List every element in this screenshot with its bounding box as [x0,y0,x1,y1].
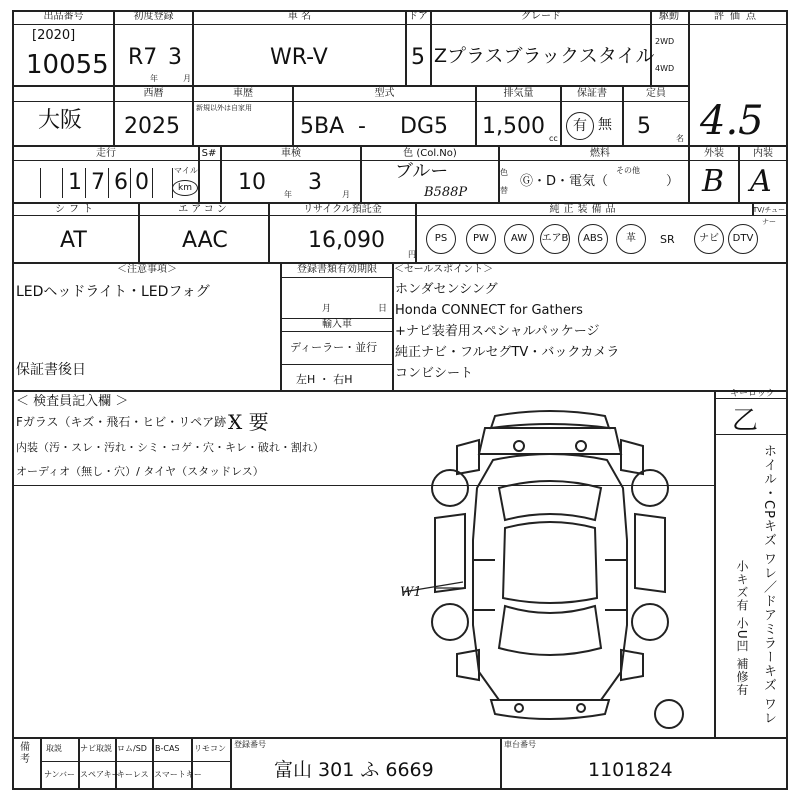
shaken-year: 10 [238,170,266,195]
bottom-label-spare-key: スペアキー [80,770,120,779]
drive-header: 駆動 [659,11,679,22]
sales-point-3: +ナビ装着用スペシャルパッケージ [395,324,600,339]
equip-abs: ABS [578,224,608,254]
equip-pw: PW [466,224,496,254]
sales-points-header: ＜セールスポイント＞ [394,264,494,275]
color-code: B588P [424,185,468,200]
chassis-number-header: 車台番号 [504,740,536,749]
color: ブルー [395,161,449,182]
s-number-header: S# [201,148,217,159]
lot-number: 10055 [26,50,109,80]
bottom-label-bcas: B-CAS [155,744,180,753]
inspector-header: ＜ 検査員記入欄 ＞ [16,394,129,409]
interior-grade: A [750,164,772,199]
shift-header: シフト [55,204,97,215]
diagram-note: W1 [400,585,422,600]
grade: Zプラスブラックスタイル [434,45,655,67]
bottom-label-rom-sd: ロム/SD [117,744,147,753]
fuel-text: Ⓖ・D・電気（ [520,174,609,189]
reg-day: 日 [378,304,388,314]
equip-sr: SR [660,233,675,246]
damage-legend-1: ホイル・CPキズ ワレ／ドアミラーキズ ワレ [761,444,776,726]
yen-unit: 円 [408,250,416,259]
car-damage-diagram [395,410,705,730]
equip-aw: AW [504,224,534,254]
first-reg-header: 初度登録 [133,11,174,22]
fuel-other: その他 [616,166,640,175]
shaken-month-suffix: 月 [342,190,350,199]
inspector-line-3: オーディオ（無し・穴）/ タイヤ（スタッドレス） [16,465,264,478]
displacement: 1,500 [482,114,545,139]
shaken-year-suffix: 年 [284,190,292,199]
month-suffix: 月 [183,74,191,83]
year-bracket: [2020] [32,28,76,43]
exterior-header: 外装 [704,148,724,159]
lot-number-header: 出品番号 [43,11,84,22]
key-lock-header: キーロック [730,389,775,399]
model-dash: - [358,114,366,139]
dealer-line: ディーラー・並行 [290,341,378,354]
cc-unit: cc [549,134,558,143]
aircon: AAC [182,228,228,253]
doors-header: ドア [408,11,428,22]
model-code: DG5 [400,114,448,139]
displacement-header: 排気量 [503,88,534,99]
bottom-label-navi-manual: ナビ取説 [80,744,112,753]
first-reg-month: 3 [168,45,182,70]
recycle-header: リサイクル預託金 [303,204,382,215]
recycle: 16,090 [308,228,385,253]
inspector-line-2: 内装（汚・スレ・汚れ・シミ・コゲ・穴・キレ・破れ・割れ） [16,441,324,454]
registration-doc-header: 登録書類有効期限 [297,264,377,275]
equip-airbag: エアB [540,224,570,254]
fuel-header: 燃料 [590,148,610,159]
chassis-number: 1101824 [588,759,673,781]
score-header: 評価点 [714,11,762,22]
warranty-header: 保証書 [577,88,607,99]
drive-4wd: 4WD [655,64,675,73]
model-prefix: 5BA [300,114,345,139]
color-label-2: 替 [500,186,508,195]
mileage-header: 走行 [96,148,116,159]
shift: AT [60,228,87,253]
remarks-header: ＜注意事項＞ [117,264,177,275]
bottom-label-manual: 取説 [46,744,62,753]
sales-point-4: 純正ナビ・フルセグTV・バックカメラ [395,345,620,360]
history-header: 車歴 [233,88,253,99]
mileage-digit-1: 1 [68,170,82,195]
glass-mark: X 要 [228,410,269,434]
car-name: WR-V [270,45,328,70]
region: 大阪 [38,108,83,133]
equip-dtv: DTV [728,224,758,254]
genuine-header: 純正装備品 [549,204,620,215]
bottom-label-plate: ナンバー [44,770,76,779]
owner-note: 新規以外は自家用 [196,104,252,112]
mile-label: マイル [174,166,198,175]
mileage-digit-3: 6 [114,170,128,195]
color-label-1: 色 [500,168,508,177]
aircon-header: エアコン [178,204,230,215]
sales-point-1: ホンダセンシング [395,282,498,297]
doors: 5 [411,45,425,70]
mileage-digit-2: 7 [91,170,105,195]
model-header: 型式 [374,88,395,99]
import-header: 輸入車 [322,319,352,330]
car-name-header: 車 名 [287,11,312,22]
first-reg-era: R7 [128,45,158,70]
color-header: 色 (Col.No) [403,148,457,159]
grade-header: グレード [521,11,561,22]
equip-ps: PS [426,224,456,254]
inspector-line-1: Fガラス（キズ・飛石・ヒビ・リペア跡・ [16,415,239,429]
remarks-line-2: 保証書後日 [16,362,86,378]
equip-leather: 革 [616,224,646,254]
capacity-unit: 名 [676,134,684,143]
equip-navi: ナビ [694,224,724,254]
score: 4.5 [700,98,764,144]
km-label: km [172,180,198,196]
reg-month: 月 [322,304,332,314]
mileage-digit-4: 0 [135,170,149,195]
exterior-grade: B [702,164,725,199]
dtv-header: TV/チューナー [752,206,786,226]
bottom-label-smart-key: スマートキー [154,770,202,779]
key-lock-mark: 乙 [732,406,759,436]
reg-number-header: 登録番号 [234,740,266,749]
year-suffix: 年 [150,74,158,83]
shaken-month: 3 [308,170,322,195]
capacity: 5 [637,114,651,139]
handle-side: 左H ・ 右H [296,373,353,386]
sales-point-5: コンビシート [395,366,474,381]
bottom-label-keyless: キーレス [117,770,149,779]
notes-header: 備考 [20,742,30,765]
shaken-header: 車検 [281,148,301,159]
damage-legend-2: 小キズ有 小U凹 補修有 [735,560,749,697]
sales-point-2: Honda CONNECT for Gathers [395,303,583,318]
warranty-yes: 有 [566,112,594,140]
warranty-no: 無 [598,117,612,133]
fuel-close: ） [666,174,680,189]
bottom-label-remote: リモコン [194,744,226,753]
reg-number: 富山 301 ふ 6669 [274,759,434,781]
interior-header: 内装 [753,148,773,159]
drive-2wd: 2WD [655,37,675,46]
remarks-line-1: LEDヘッドライト・LEDフォグ [16,284,210,300]
capacity-header: 定員 [646,88,666,99]
year: 2025 [124,114,180,139]
year-header: 西暦 [143,88,164,99]
